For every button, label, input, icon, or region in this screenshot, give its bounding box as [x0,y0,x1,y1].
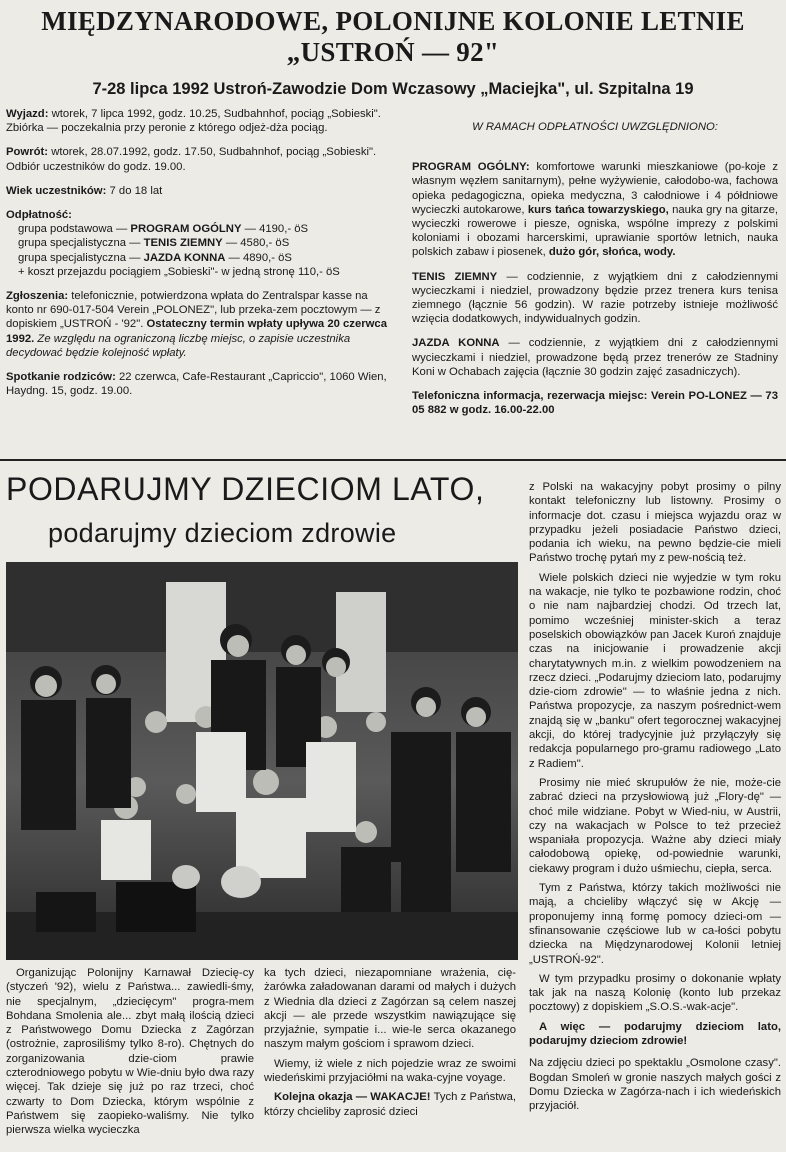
announcement-subtitle: 7-28 lipca 1992 Ustroń-Zawodzie Dom Wczasowy „Maciejka", ul. Szpitalna 19 [92,80,694,98]
phone-info: Telefoniczna informacja, rezerwacja miejsc: Verein PO-LONEZ — 73 05 882 w godz. 16.00-22.00 [412,390,778,417]
article-paragraph [264,1090,516,1119]
tennis-label: TENIS ZIEMNY [412,270,498,283]
fees-info [6,208,390,279]
announcement-left-column [6,107,390,408]
announcement-title [0,6,786,68]
article-headline: PODARUJMY DZIECIOM LATO, [6,471,485,507]
age-label: Wiek uczestników: [6,184,107,197]
vacation-text: Tych z Państwa, którzy chcieliby zaprosić dzieci [264,1091,517,1118]
article-column-3 [529,480,781,1118]
fee-riding-program: JAZDA KONNA [143,251,226,264]
registration-info [6,289,390,360]
fee-riding-price: — 4890,- öS [225,251,292,264]
general-program-label: PROGRAM OGÓLNY: [412,161,530,174]
registration-deadline: Ostateczny termin wpłaty upływa 20 czerwca 1992. [6,318,387,345]
departure-label: Wyjazd: [6,108,49,120]
fee-row-travel: + koszt przejazdu pociągiem „Sobieski"- w jedną stronę 110,- öS [18,265,340,278]
fee-row-basic [6,222,390,236]
general-program-info [412,160,778,259]
section-divider [0,459,786,461]
fee-row-riding [6,251,390,265]
fee-tennis-program: TENIS ZIEMNY [143,237,223,250]
vacation-callout: Kolejna okazja — WAKACJE! [274,1091,431,1104]
riding-text: — codziennie, z wyjątkiem dni z całodziennymi wycieczkami i niedziel, prowadzone będą przez trenerów ze Stadniny Koni w Ochabach zajęcia (łącznie 30 godzin zajęć zasadniczych). [412,337,778,378]
fee-tennis-price: — 4580,- öS [222,237,290,250]
article-paragraph: Tym z Państwa, którzy takich możliwości nie mają, a chcieliby włączyć się w Akcję — proponujemy inną formę pomocy dzieci-om — sfinansowanie częściowe lub w ca-łości pobytu dziecka na Międzynarodowej Kolonii letniej „USTROŃ-92". [529,882,781,966]
age-info [6,184,390,198]
tennis-text: — codziennie, z wyjątkiem dni z całodziennymi wycieczkami i niedziel, prowadzony będzie przez trenera kurs tenisa ziemnego (łącznie 56 godzin). W razie potrzeby istnieje możliwość wzięcia dodatkowych, indywidualnych godzin. [412,270,778,326]
fee-riding-group: grupa specjalistyczna — [18,251,144,264]
fee-basic-program: PROGRAM OGÓLNY [130,223,242,236]
registration-label: Zgłoszenia: [6,290,69,303]
fee-basic-group: grupa podstawowa — [18,223,131,236]
group-photo-illustration [6,562,518,960]
age-text: 7 do 18 lat [109,184,163,197]
article-column-2 [264,966,516,1124]
fee-row-tennis [6,236,390,250]
fee-tennis-group: grupa specjalistyczna — [18,237,144,250]
included-heading: W RAMACH ODPŁATNOŚCI UWZGLĘDNIONO: [472,121,718,133]
article-paragraph: z Polski na wakacyjny pobyt prosimy o pilny kontakt telefoniczny lub listowny. Prosimy o informacje dot. czasu i miejsca wyjazdu oraz w przypadku jeżeli posiadacie Państwo dzieci, podania ich wieku, na pewno będzie-cie mieli Państwo trochę pytań my z pew-nością też. [529,481,781,565]
registration-text: telefonicznie, potwierdzona wpłata do Zentralspar kasse na konto nr 690-017-504 Verein „POLONEZ", lub przeka-zem pocztowym — z dopiskiem „USTROŃ - '92". [6,290,381,331]
article-paragraph: Wiemy, iż wiele z nich pojedzie wraz ze swoimi wiedeńskimi przyjaciółmi na waka-cyjne voyage. [264,1057,516,1085]
article-closing: A więc — podarujmy dzieciom lato, podarujmy dzieciom zdrowie! [529,1020,781,1047]
article-subheadline: podarujmy dzieciom zdrowie [48,518,397,548]
article-paragraph: W tym przypadku prosimy o dokonanie wpłaty tak jak na naszą Kolonię (konto lub przekaz pocztowy) z dopiskiem „S.O.S.-wak-acje". [529,972,781,1014]
general-program-text: komfortowe warunki mieszkaniowe (po-koje z własnym węzłem sanitarnym), pełne wyżywienie, całodobo-wa, fachowa opieka pedagogiczna, opieka medyczna, 3 całodniowe i 4 półdniowe wycieczki autokarowe, [412,161,778,216]
photo-caption: Na zdjęciu dzieci po spektaklu „Osmolone czasy". Bogdan Smoleń w gronie naszych małych gości z Domu Dziecka w Zagórza-nach i ich wiedeńskich przyjaciół. [529,1057,781,1113]
article-paragraph: Wiele polskich dzieci nie wyjedzie w tym roku na wakacje, nie tylko te pozbawione rodzin, choć o nie nam najbardziej chodzi. Od trzech lat, pomimo wcześniej minister-skich a teraz poselskich obowiązków pan Jacek Kuroń znajduje czas na inicjowanie i prowadzenie akcji charytatywnych m.in. z wielkim powodzeniem na rzecz dzieci. „Podarujmy dzieciom lato, podarujmy dzie-ciom zdrowie" — to właśnie jedna z nich. Państwa propozycje, za naszym pośrednict-wem znajdą się w „banku" ofert tegorocznej wakacyjnej akcji, do której tradycyjnie już przyłączyły się redakcja popularnego pro-gramu radiowego „Lato z Radiem". [529,571,781,770]
fee-basic-price: — 4190,- öS [241,223,309,236]
article-paragraph: Organizując Polonijny Karnawał Dziecię-cy (styczeń '92), wielu z Państwa... zawiedli-śmy, nie specjalnym, „dziecięcym" progra-mem Bohdana Smolenia ale... zbyt małą ilością dzieci z Państwowego Domu Dziecka z Zagórzan (ostrożnie, zaprosiliśmy tylko 8-ro). Chętnych do zorganizowania dzie-ciom prawie czterodniowego pobytu w Wie-dniu było dwa razy więcej. Tak dzieje się już po raz trzeci, choć czwarty to Dom Dziecka, którym wspólnie z Państwem się zaopieko-waliśmy. Nie tylko pierwsza wielka wycieczka [6,967,254,1137]
article-column-1 [6,966,254,1143]
departure-info [6,107,390,135]
mountains-sun-water: dużo gór, słońca, wody. [548,246,676,259]
parents-meeting-label: Spotkanie rodziców: [6,371,116,384]
dance-course: kurs tańca towarzyskiego, [527,203,669,216]
parents-meeting-info [6,370,390,398]
return-text: wtorek, 28.07.1992, godz. 17.50, Sudbahnhof, pociąg „Sobieski". Odbiór uczestników do godz. 19.00. [6,146,377,173]
general-program-text2: nauka gry na gitarze, wycieczki rowerowe i piesze, ogniska, wspólne imprezy z polskimi koloniami i obozami harcerskimi, uprawianie sportów letnich, nauka polskich zabaw i piosenek, [412,203,779,259]
parents-meeting-text: 22 czerwca, Cafe-Restaurant „Capriccio", 1060 Wien, Haydng. 15, godz. 19.00. [6,371,387,398]
announcement-title-line2: „USTROŃ — 92" [286,37,500,67]
return-info [6,145,390,173]
article-paragraph: ka tych dzieci, niezapomniane wrażenia, cię-żarówka załadowanan darami od małych i dużych z Wiednia dla dzieci z Zagórzan są celem naszej akcji — ale przede wszystkim nawiązujące się przyjaźnie, sympatie i... wie-le serca okazanego naszym małym gościom i sprawom dzieci. [264,967,516,1051]
return-label: Powrót: [6,146,49,159]
riding-info [412,336,778,379]
riding-label: JAZDA KONNA [412,337,500,350]
announcement-right-column [412,120,778,427]
fees-label: Odpłatność: [6,209,72,222]
article-paragraph: Prosimy nie mieć skrupułów że nie, może-cie zabrać dzieci na przysłowiową już „Flory-dę" — choć mile widziane. Pobyt w Wied-niu, w Austrii, czy na wakacjach w Polsce to też przecież wspaniała propozycja. Ważne aby dzieci miały całodobową opiekę, od-powiednie warunki, ciekawy program i dużo uśmiechu, ciepła, serca. [529,776,781,875]
departure-text: wtorek, 7 lipca 1992, godz. 10.25, Sudbahnhof, pociąg „Sobieski". Zbiórka — poczekalnia przy peronie z którego odjeż-dża pociąg. [6,108,381,135]
tennis-info [412,270,778,327]
announcement-title-line1: MIĘDZYNARODOWE, POLONIJNE KOLONIE LETNIE [41,6,745,36]
registration-note: Ze względu na ograniczoną liczbę miejsc, o zapisie uczestnika decydować będzie kolejność wpłaty. [6,332,351,359]
group-photo [6,562,518,960]
